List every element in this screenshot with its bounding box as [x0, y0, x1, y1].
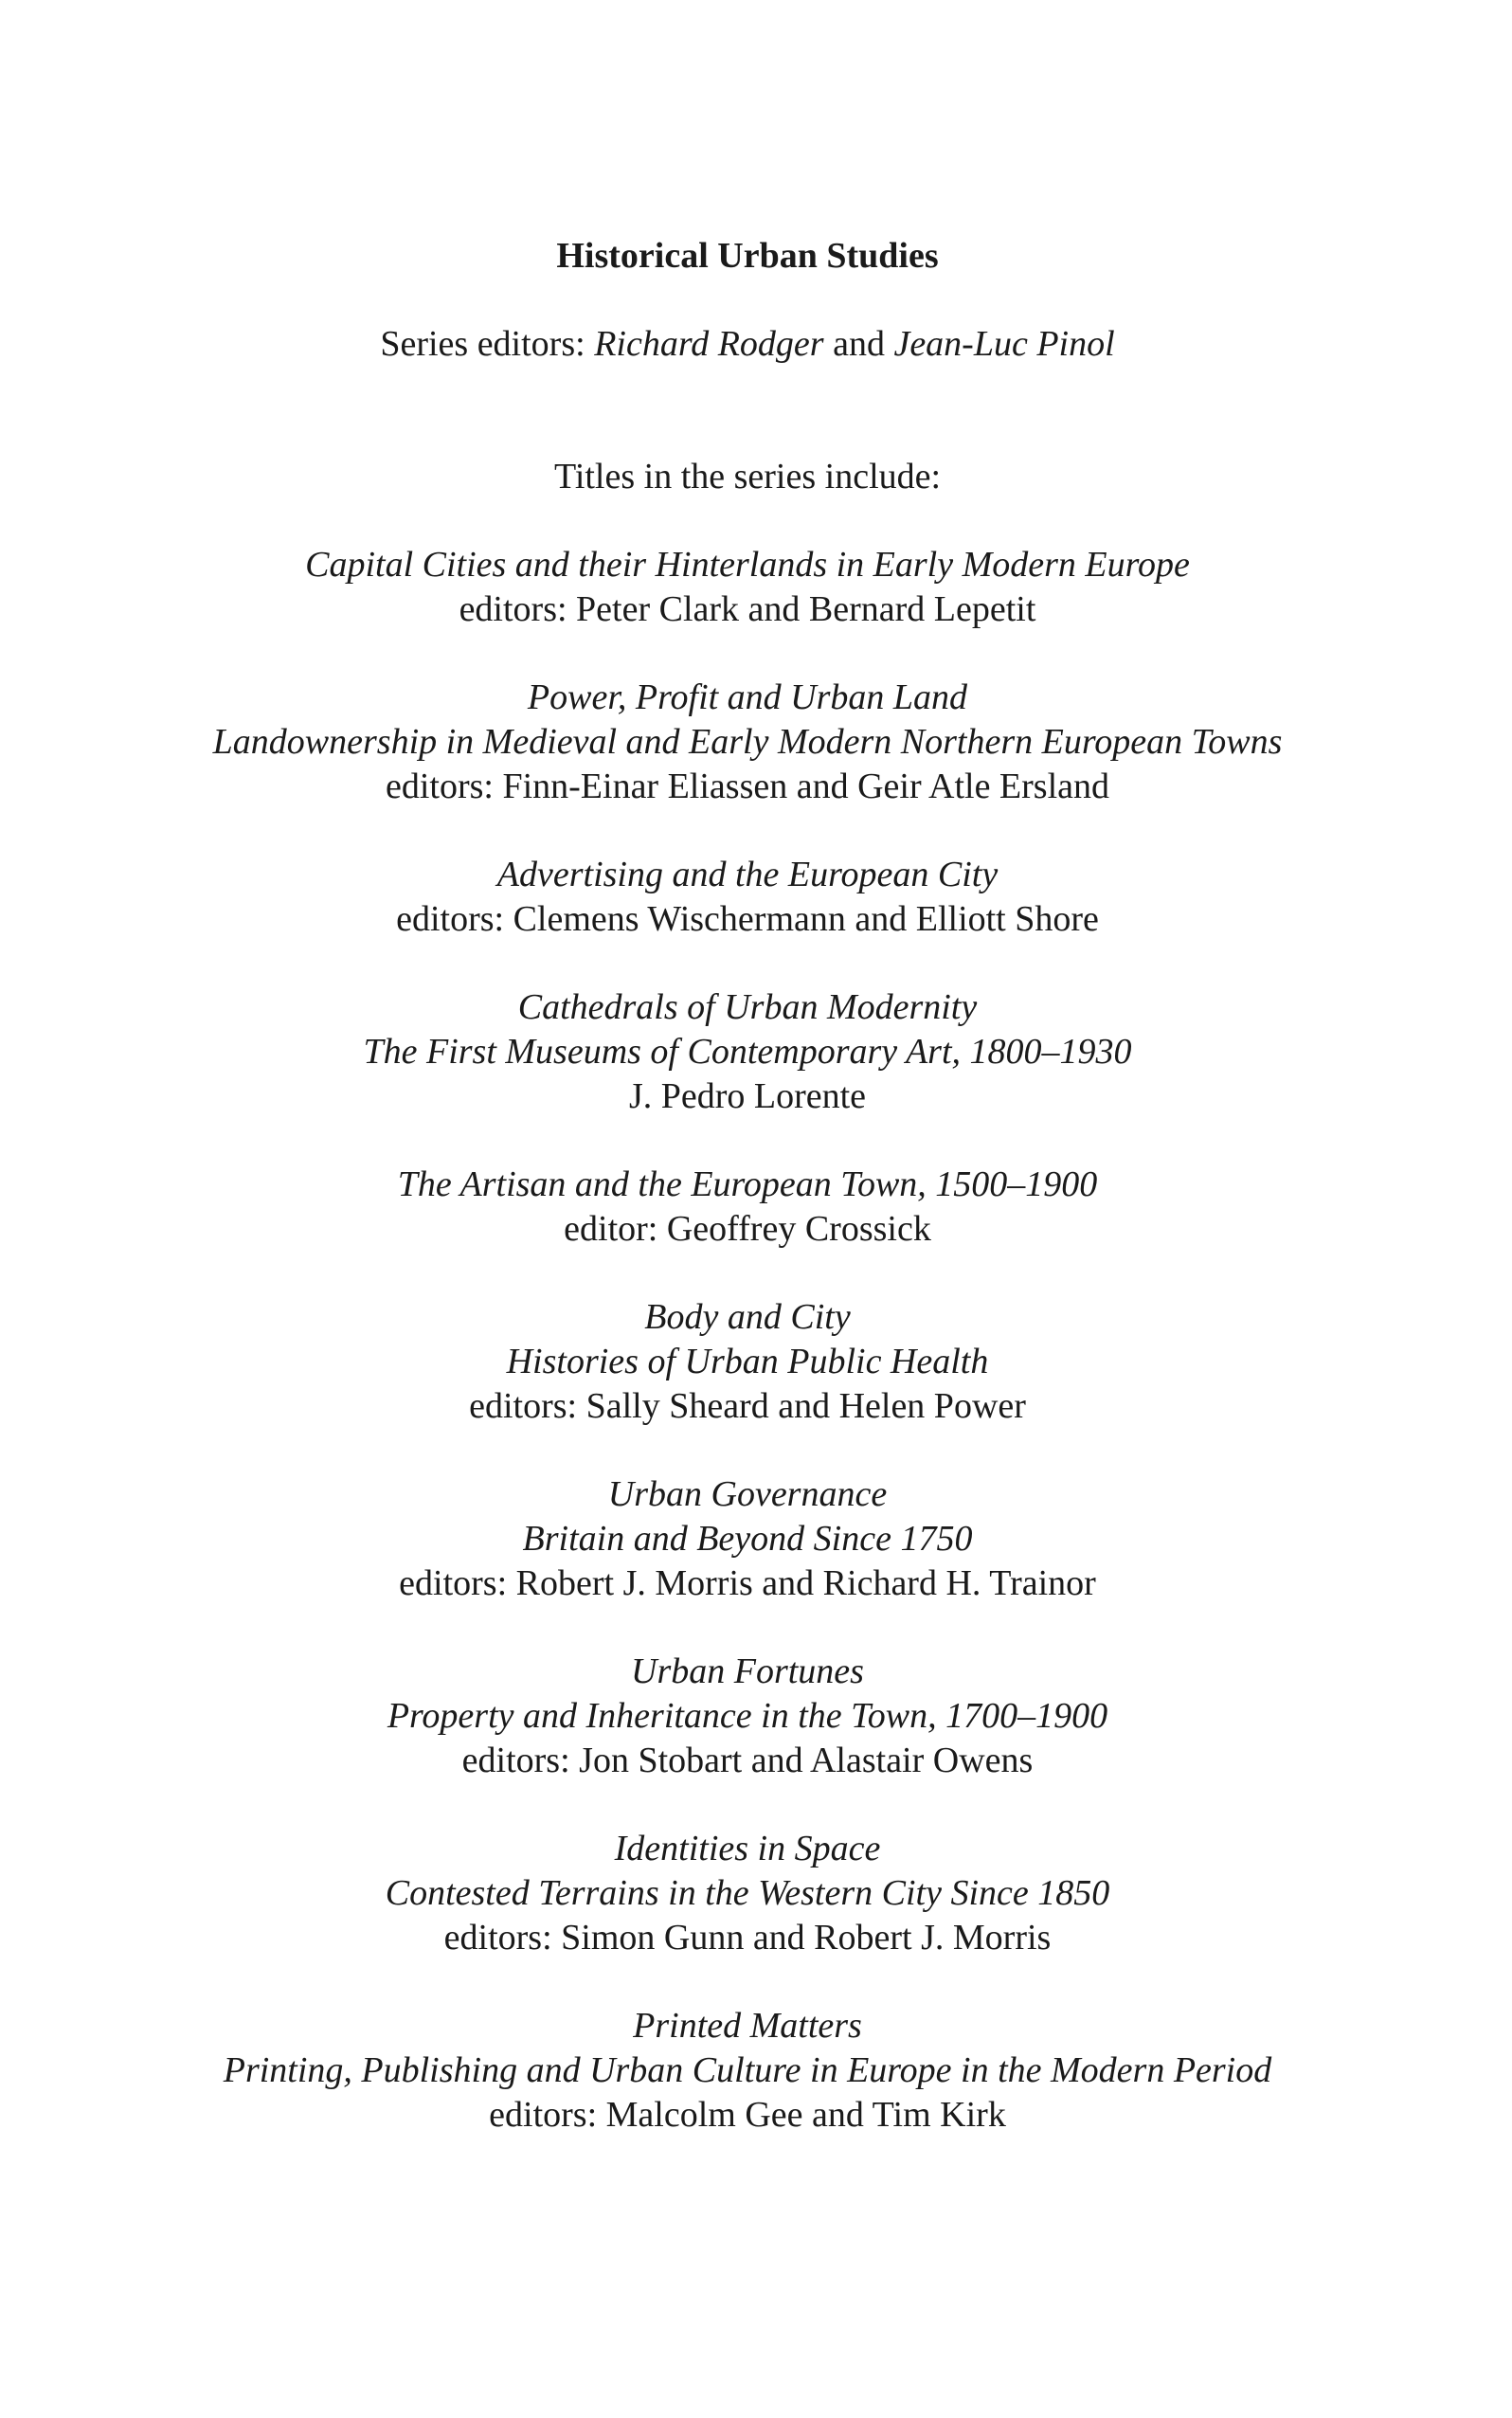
- book-subtitle: The First Museums of Contemporary Art, 1800–1930: [363, 1032, 1132, 1072]
- book-editors: editors: Jon Stobart and Alastair Owens: [461, 1741, 1034, 1780]
- book-editors: editors: Finn-Einar Eliassen and Geir Atle Ersland: [385, 767, 1110, 806]
- book-subtitle: Contested Terrains in the Western City Since 1850: [385, 1873, 1110, 1913]
- book-entry: [135, 1472, 1359, 1606]
- book-title: Identities in Space: [614, 1829, 881, 1868]
- series-editor-2: Jean-Luc Pinol: [893, 324, 1115, 364]
- book-entry: [135, 1827, 1359, 1960]
- book-list: [135, 543, 1359, 2138]
- book-editors: editor: Geoffrey Crossick: [564, 1209, 931, 1249]
- series-editors-line: [135, 322, 1359, 367]
- book-title: Body and City: [644, 1297, 851, 1337]
- series-editors-prefix: Series editors:: [380, 324, 585, 364]
- book-title: The Artisan and the European Town, 1500–1900: [397, 1164, 1098, 1204]
- book-entry: [135, 1295, 1359, 1429]
- series-title: Historical Urban Studies: [556, 236, 939, 276]
- book-subtitle: Property and Inheritance in the Town, 1700–1900: [387, 1696, 1108, 1736]
- book-title: Capital Cities and their Hinterlands in Early Modern Europe: [305, 545, 1190, 585]
- book-entry: [135, 1650, 1359, 1783]
- book-editors: editors: Robert J. Morris and Richard H. Trainor: [399, 1563, 1096, 1603]
- series-editors-and: and: [833, 324, 885, 364]
- book-title: Advertising and the European City: [496, 855, 999, 894]
- book-title: Printed Matters: [633, 2006, 862, 2046]
- book-entry: [135, 676, 1359, 809]
- book-subtitle: Britain and Beyond Since 1750: [522, 1519, 973, 1559]
- series-list-column: [135, 234, 1359, 2181]
- book-editors: J. Pedro Lorente: [628, 1076, 867, 1116]
- book-subtitle: Printing, Publishing and Urban Culture in Europe in the Modern Period: [223, 2050, 1272, 2090]
- book-title: Cathedrals of Urban Modernity: [517, 987, 978, 1027]
- book-entry: [135, 2004, 1359, 2138]
- book-entry: [135, 543, 1359, 632]
- book-editors: editors: Simon Gunn and Robert J. Morris: [443, 1918, 1052, 1958]
- book-title: Urban Governance: [607, 1474, 888, 1514]
- book-editors: editors: Malcolm Gee and Tim Kirk: [489, 2095, 1006, 2135]
- book-subtitle: Landownership in Medieval and Early Modern Northern European Towns: [212, 722, 1283, 762]
- book-title: Power, Profit and Urban Land: [527, 677, 968, 717]
- book-entry: [135, 1163, 1359, 1252]
- book-editors: editors: Sally Sheard and Helen Power: [469, 1386, 1026, 1426]
- book-editors: editors: Peter Clark and Bernard Lepetit: [459, 589, 1036, 629]
- book-title: Urban Fortunes: [631, 1651, 864, 1691]
- book-editors: editors: Clemens Wischermann and Elliott Shore: [396, 899, 1099, 939]
- series-intro: Titles in the series include:: [553, 457, 942, 496]
- book-subtitle: Histories of Urban Public Health: [506, 1342, 989, 1381]
- book-entry: [135, 853, 1359, 942]
- book-entry: [135, 985, 1359, 1119]
- series-editor-1: Richard Rodger: [594, 324, 824, 364]
